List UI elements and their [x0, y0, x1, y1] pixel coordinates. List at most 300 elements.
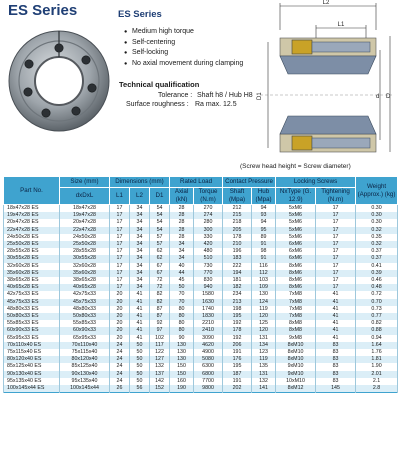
table-cell: 44 — [170, 270, 194, 277]
table-cell: 28 — [170, 205, 194, 213]
table-cell: 187 — [223, 371, 252, 378]
rated-load-header: Rated Load — [170, 177, 223, 188]
table-cell: 80 — [170, 306, 194, 313]
table-row — [4, 342, 398, 349]
table-cell: 50 — [130, 349, 150, 356]
table-cell: 34 — [130, 255, 150, 262]
table-cell: 120 — [252, 327, 276, 334]
table-cell: 22x47x28 ES — [4, 227, 60, 234]
table-cell: 17 — [316, 212, 356, 219]
feature-item: ● Self-locking — [124, 48, 243, 59]
table-cell: 41 — [316, 335, 356, 342]
table-cell: 6300 — [194, 363, 223, 370]
table-cell: 42x75x33 — [60, 291, 110, 298]
nxtype-subheader: NxType (G. 12.9) — [276, 188, 316, 205]
table-cell: 83 — [316, 349, 356, 356]
table-cell: 135 — [252, 363, 276, 370]
table-cell: 274 — [194, 212, 223, 219]
table-cell: 480 — [194, 248, 223, 255]
table-cell: 103 — [252, 277, 276, 284]
table-cell: 62 — [150, 255, 170, 262]
table-cell: 2410 — [194, 327, 223, 334]
table-cell: 94 — [252, 219, 276, 226]
table-cell: 5xM6 — [276, 205, 316, 213]
table-cell: 30x55x28 — [60, 255, 110, 262]
table-cell: 54 — [150, 205, 170, 213]
table-cell: 83 — [316, 371, 356, 378]
table-row — [4, 248, 398, 255]
table-cell: 45x75x33 ES — [4, 299, 60, 306]
table-cell: 8xM6 — [276, 284, 316, 291]
table-cell: 65x95x33 — [60, 335, 110, 342]
table-cell: 41 — [316, 299, 356, 306]
table-cell: 17 — [316, 263, 356, 270]
table-cell: 202 — [223, 385, 252, 393]
roughness-label: Surface roughness : — [126, 101, 189, 108]
table-cell: 57 — [150, 241, 170, 248]
table-cell: 90 — [170, 335, 194, 342]
table-cell: 5xM6 — [276, 219, 316, 226]
table-cell: 60x90x33 ES — [4, 327, 60, 334]
axial-subheader: Axial (kN) — [170, 188, 194, 205]
table-cell: 9800 — [194, 385, 223, 393]
table-cell: 7700 — [194, 378, 223, 385]
table-cell: 82 — [150, 291, 170, 298]
table-cell: 20 — [110, 335, 130, 342]
table-row — [4, 263, 398, 270]
hub-subheader: Hub (Mpa) — [252, 188, 276, 205]
contact-pressure-header: Contact Pressure — [223, 177, 276, 188]
table-cell: 124 — [252, 299, 276, 306]
table-cell: 97 — [150, 327, 170, 334]
table-cell: 127 — [150, 356, 170, 363]
table-cell: 7xM8 — [276, 299, 316, 306]
table-cell: 80 — [170, 320, 194, 327]
table-cell: 330 — [194, 234, 223, 241]
table-cell: 24x50x28 ES — [4, 234, 60, 241]
table-cell: 100x145x44 ES — [4, 385, 60, 393]
table-cell: 830 — [194, 277, 223, 284]
table-cell: 1.76 — [356, 349, 398, 356]
table-cell: 17 — [316, 284, 356, 291]
table-cell: 17 — [316, 248, 356, 255]
table-cell: 72 — [150, 284, 170, 291]
table-cell: 17 — [316, 270, 356, 277]
tolerance-value: Shaft h8 / Hub H8 — [197, 92, 253, 99]
table-cell: 183 — [223, 255, 252, 262]
table-cell: 17 — [110, 277, 130, 284]
table-cell: 19x47x28 — [60, 212, 110, 219]
table-cell: 50 — [130, 363, 150, 370]
table-cell: 30x55x28 ES — [4, 255, 60, 262]
table-cell: 34 — [170, 241, 194, 248]
table-cell: 41 — [130, 335, 150, 342]
table-cell: 54 — [150, 219, 170, 226]
l1-subheader: L1 — [110, 188, 130, 205]
table-cell: 192 — [223, 320, 252, 327]
table-cell: 20 — [110, 306, 130, 313]
table-cell: 38x65x28 ES — [4, 277, 60, 284]
tightening-subheader: Tightening (N.m) — [316, 188, 356, 205]
table-cell: 20 — [110, 313, 130, 320]
table-cell: 178 — [223, 234, 252, 241]
table-cell: 1740 — [194, 306, 223, 313]
table-cell: 510 — [194, 255, 223, 262]
table-cell: 17 — [316, 277, 356, 284]
table-cell: 119 — [252, 356, 276, 363]
table-cell: 1.81 — [356, 356, 398, 363]
table-cell: 41 — [130, 291, 150, 298]
table-cell: 34 — [130, 277, 150, 284]
table-cell: 150 — [170, 371, 194, 378]
table-cell: 210 — [223, 241, 252, 248]
table-cell: 8xM8 — [276, 320, 316, 327]
table-cell: 80 — [170, 313, 194, 320]
table-cell: 191 — [223, 378, 252, 385]
table-cell: 6xM6 — [276, 255, 316, 262]
table-cell: 45x75x33 — [60, 299, 110, 306]
table-cell: 0.37 — [356, 255, 398, 262]
table-cell: 67 — [150, 263, 170, 270]
table-cell: 34 — [170, 248, 194, 255]
part-no-header: Part No. — [4, 177, 60, 205]
screw-note: (Screw head height = Screw diameter) — [240, 163, 351, 170]
table-cell: 24 — [110, 349, 130, 356]
table-cell: 130 — [170, 356, 194, 363]
l2-dimension-label: L2 — [322, 0, 330, 6]
table-cell: 1580 — [194, 291, 223, 298]
table-cell: 130 — [252, 291, 276, 298]
table-cell: 1830 — [194, 313, 223, 320]
table-cell: 34 — [130, 284, 150, 291]
table-cell: 17 — [316, 241, 356, 248]
table-cell: 9xM10 — [276, 371, 316, 378]
table-cell: 34 — [130, 270, 150, 277]
table-cell: 0.39 — [356, 270, 398, 277]
table-cell: 19x47x28 ES — [4, 212, 60, 219]
table-cell: 17 — [110, 284, 130, 291]
feature-item: ● No axial movement during clamping — [124, 59, 243, 70]
table-cell: 218 — [223, 219, 252, 226]
table-cell: 20 — [110, 299, 130, 306]
table-cell: 119 — [252, 306, 276, 313]
table-cell: 34 — [130, 263, 150, 270]
table-cell: 4620 — [194, 342, 223, 349]
table-cell: 80 — [170, 327, 194, 334]
table-cell: 0.32 — [356, 227, 398, 234]
table-cell: 132 — [252, 378, 276, 385]
table-cell: 75x115x40 ES — [4, 349, 60, 356]
table-cell: 215 — [223, 212, 252, 219]
table-cell: 83 — [316, 378, 356, 385]
table-cell: 270 — [194, 205, 223, 213]
feature-item: ● Medium high torque — [124, 27, 243, 38]
table-cell: 142 — [150, 378, 170, 385]
table-cell: 6xM6 — [276, 248, 316, 255]
table-cell: 45 — [170, 277, 194, 284]
table-cell: 70x110x40 ES — [4, 342, 60, 349]
table-cell: 28 — [170, 227, 194, 234]
table-cell: 28x55x28 ES — [4, 248, 60, 255]
table-cell: 65x95x33 ES — [4, 335, 60, 342]
d-dimension-label: d — [376, 94, 380, 100]
table-cell: 34 — [170, 255, 194, 262]
table-cell: 25x50x28 — [60, 241, 110, 248]
table-cell: 62 — [150, 248, 170, 255]
series-title: ES Series — [8, 2, 78, 19]
table-cell: 7xM8 — [276, 313, 316, 320]
table-cell: 181 — [223, 277, 252, 284]
table-cell: 17 — [110, 270, 130, 277]
table-cell: 132 — [150, 363, 170, 370]
table-cell: 83 — [316, 356, 356, 363]
table-cell: 17 — [110, 241, 130, 248]
table-cell: 0.88 — [356, 327, 398, 334]
table-cell: 0.72 — [356, 291, 398, 298]
table-cell: 940 — [194, 284, 223, 291]
size-header: Size (mm) — [60, 177, 110, 188]
table-cell: 18x47x28 — [60, 205, 110, 213]
table-row — [4, 284, 398, 291]
table-cell: 7xM8 — [276, 306, 316, 313]
table-cell: 20x47x28 ES — [4, 219, 60, 226]
table-cell: 0.30 — [356, 212, 398, 219]
table-row — [4, 270, 398, 277]
table-cell: 17 — [110, 255, 130, 262]
table-cell: 8xM10 — [276, 349, 316, 356]
table-cell: 41 — [316, 327, 356, 334]
table-cell: 2.8 — [356, 385, 398, 393]
table-cell: 8xM6 — [276, 270, 316, 277]
table-cell: 8xM6 — [276, 263, 316, 270]
table-cell: 92 — [150, 320, 170, 327]
table-cell: 9xM8 — [276, 335, 316, 342]
table-cell: 194 — [223, 270, 252, 277]
table-cell: 8xM10 — [276, 342, 316, 349]
table-cell: 40x65x28 — [60, 284, 110, 291]
table-cell: 34 — [130, 234, 150, 241]
table-cell: 87 — [150, 313, 170, 320]
table-cell: 34 — [130, 241, 150, 248]
table-cell: 70x110x40 — [60, 342, 110, 349]
feature-list — [124, 27, 243, 69]
table-cell: 137 — [150, 371, 170, 378]
table-cell: 24 — [110, 378, 130, 385]
table-cell: 5xM6 — [276, 234, 316, 241]
table-cell: 75x115x40 — [60, 349, 110, 356]
table-cell: 98 — [252, 248, 276, 255]
table-cell: 35x60x28 ES — [4, 270, 60, 277]
table-row — [4, 227, 398, 234]
roughness-value: Ra max. 12.5 — [195, 101, 237, 108]
table-cell: 730 — [194, 263, 223, 270]
table-cell: 95 — [252, 227, 276, 234]
table-cell: 6xM6 — [276, 241, 316, 248]
table-cell: 770 — [194, 270, 223, 277]
table-cell: 54 — [150, 212, 170, 219]
table-cell: 20 — [110, 291, 130, 298]
table-cell: 95x135x40 — [60, 378, 110, 385]
table-cell: 100x145x44 — [60, 385, 110, 393]
table-cell: 2.1 — [356, 378, 398, 385]
table-cell: 50 — [130, 342, 150, 349]
table-cell: 123 — [252, 349, 276, 356]
table-cell: 85x125x40 ES — [4, 363, 60, 370]
table-row — [4, 299, 398, 306]
table-cell: 40x65x28 ES — [4, 284, 60, 291]
table-cell: 41 — [130, 299, 150, 306]
table-cell: 190 — [170, 385, 194, 393]
table-cell: 83 — [316, 342, 356, 349]
table-cell: 41 — [130, 320, 150, 327]
table-row — [4, 219, 398, 226]
table-cell: 152 — [150, 385, 170, 393]
table-cell: 125 — [252, 320, 276, 327]
table-cell: 93 — [252, 212, 276, 219]
table-cell: 34 — [130, 212, 150, 219]
table-cell: 32x60x28 ES — [4, 263, 60, 270]
table-cell: 120 — [252, 313, 276, 320]
table-cell: 160 — [170, 378, 194, 385]
weight-header: Weight (Approx.) (kg) — [356, 177, 398, 205]
table-row — [4, 320, 398, 327]
table-row — [4, 349, 398, 356]
size-subheader: dxDxL — [60, 188, 110, 205]
table-cell: 0.48 — [356, 284, 398, 291]
table-cell: 24 — [110, 371, 130, 378]
table-cell: 9xM10 — [276, 363, 316, 370]
table-cell: 55x85x33 — [60, 320, 110, 327]
table-cell: 70 — [170, 299, 194, 306]
table-cell: 48x80x33 — [60, 306, 110, 313]
table-cell: 131 — [252, 335, 276, 342]
table-cell: 420 — [194, 241, 223, 248]
table-cell: 50x80x33 — [60, 313, 110, 320]
table-cell: 195 — [223, 363, 252, 370]
table-cell: 130 — [170, 349, 194, 356]
table-cell: 17 — [110, 248, 130, 255]
table-cell: 17 — [110, 212, 130, 219]
table-cell: 198 — [223, 306, 252, 313]
table-cell: 141 — [252, 385, 276, 393]
table-cell: 91 — [252, 255, 276, 262]
table-cell: 41 — [130, 313, 150, 320]
table-cell: 28 — [170, 212, 194, 219]
table-cell: 5xM6 — [276, 227, 316, 234]
table-cell: 17 — [110, 227, 130, 234]
table-cell: 300 — [194, 227, 223, 234]
table-row — [4, 356, 398, 363]
table-cell: 205 — [223, 227, 252, 234]
table-cell: 2210 — [194, 320, 223, 327]
table-cell: 145 — [316, 385, 356, 393]
table-cell: 182 — [223, 284, 252, 291]
table-cell: 122 — [150, 349, 170, 356]
table-cell: 41 — [130, 327, 150, 334]
table-cell: 54 — [150, 227, 170, 234]
table-cell: 80x120x40 ES — [4, 356, 60, 363]
table-cell: 6800 — [194, 371, 223, 378]
table-cell: 134 — [252, 342, 276, 349]
table-cell: 0.77 — [356, 313, 398, 320]
table-row — [4, 313, 398, 320]
table-cell: 0.35 — [356, 234, 398, 241]
table-row — [4, 385, 398, 393]
table-cell: 18x47x28 ES — [4, 205, 60, 213]
table-cell: 17 — [316, 219, 356, 226]
table-cell: 1.64 — [356, 342, 398, 349]
product-subtitle: ES Series — [118, 9, 162, 20]
table-cell: 26 — [110, 385, 130, 393]
locking-screws-header: Locking Screws — [276, 177, 356, 188]
table-cell: 41 — [316, 313, 356, 320]
table-cell: 42x75x33 ES — [4, 291, 60, 298]
table-cell: 0.30 — [356, 205, 398, 213]
specification-table-body — [4, 205, 398, 393]
d1-subheader: D1 — [150, 188, 170, 205]
table-cell: 67 — [150, 270, 170, 277]
table-cell: 50x80x33 ES — [4, 313, 60, 320]
table-row — [4, 234, 398, 241]
table-cell: 80x120x40 — [60, 356, 110, 363]
table-cell: 24 — [110, 356, 130, 363]
table-row — [4, 291, 398, 298]
table-cell: 20x47x28 — [60, 219, 110, 226]
table-cell: 32x60x28 — [60, 263, 110, 270]
table-cell: 41 — [316, 320, 356, 327]
table-cell: 72 — [150, 277, 170, 284]
table-cell: 1630 — [194, 299, 223, 306]
table-cell: 28x55x28 — [60, 248, 110, 255]
table-cell: 222 — [223, 263, 252, 270]
table-cell: 196 — [223, 248, 252, 255]
table-row — [4, 277, 398, 284]
table-cell: 102 — [150, 335, 170, 342]
table-cell: 35x60x28 — [60, 270, 110, 277]
table-cell: 191 — [223, 349, 252, 356]
l1-dimension-label: L1 — [337, 22, 345, 28]
table-cell: 17 — [110, 234, 130, 241]
table-cell: 2.01 — [356, 371, 398, 378]
table-cell: 0.37 — [356, 248, 398, 255]
table-cell: 8xM10 — [276, 356, 316, 363]
table-cell: 91 — [252, 241, 276, 248]
table-cell: 17 — [316, 255, 356, 262]
table-cell: 24x50x28 — [60, 234, 110, 241]
table-cell: 56 — [130, 385, 150, 393]
table-cell: 192 — [223, 335, 252, 342]
table-cell: 60x90x33 — [60, 327, 110, 334]
table-cell: 234 — [223, 291, 252, 298]
table-cell: 3090 — [194, 335, 223, 342]
table-cell: 57 — [150, 234, 170, 241]
feature-item: ● Self-centering — [124, 38, 243, 49]
table-cell: 109 — [252, 284, 276, 291]
table-cell: 41 — [130, 306, 150, 313]
table-cell: 4900 — [194, 349, 223, 356]
table-cell: 50 — [130, 356, 150, 363]
table-cell: 1.90 — [356, 363, 398, 370]
table-cell: 0.30 — [356, 219, 398, 226]
table-cell: 87 — [150, 306, 170, 313]
table-cell: 17 — [316, 234, 356, 241]
table-row — [4, 212, 398, 219]
table-cell: 0.73 — [356, 306, 398, 313]
table-cell: 112 — [252, 270, 276, 277]
table-row — [4, 363, 398, 370]
table-row — [4, 255, 398, 262]
table-cell: 213 — [223, 299, 252, 306]
